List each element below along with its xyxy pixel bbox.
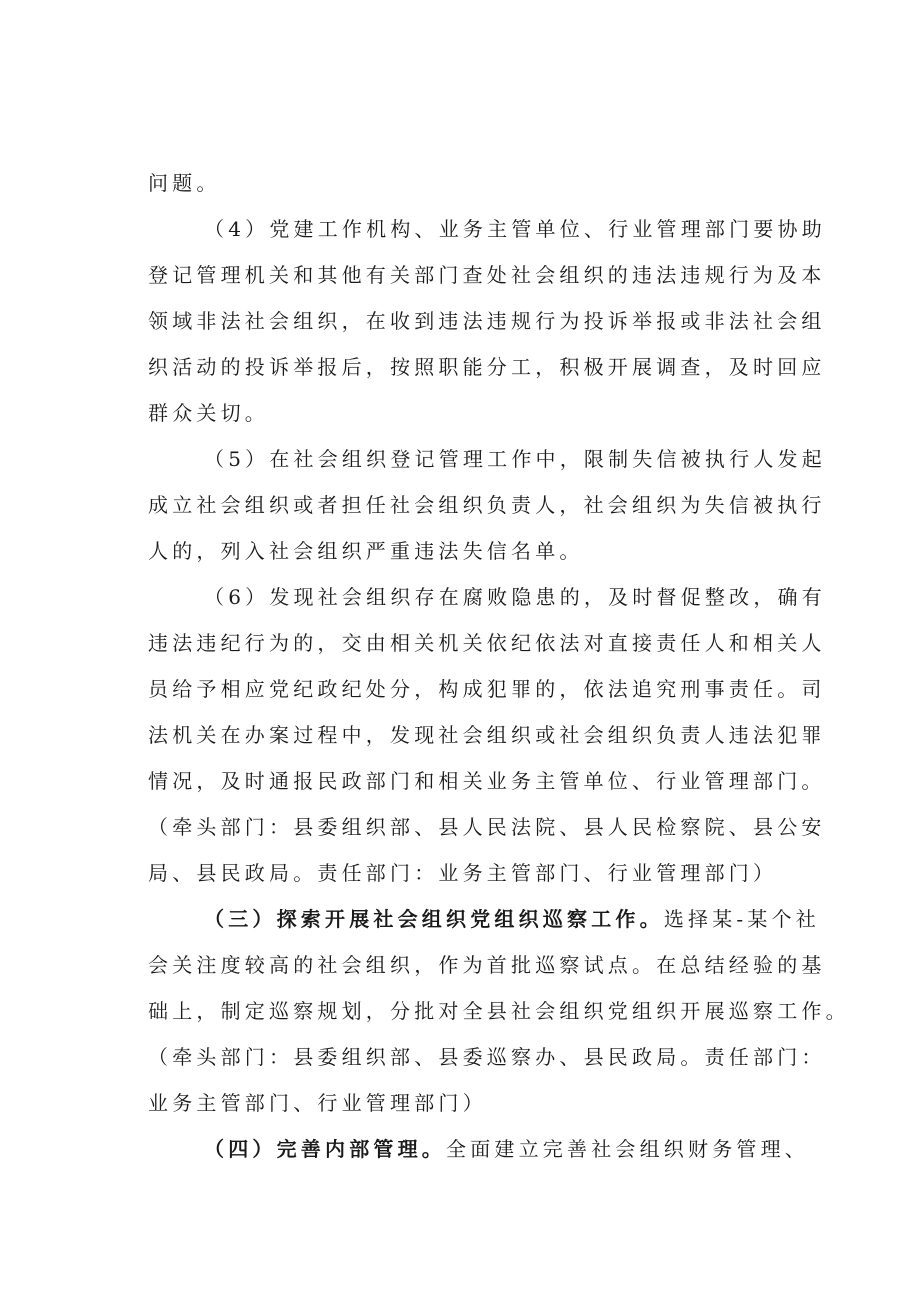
text-line: 员给予相应党纪政纪处分，构成犯罪的，依法追究刑事责任。司 [148,677,826,701]
text-line: （5）在社会组织登记管理工作中，限制失信被执行人发起 [204,447,826,471]
text-line: 问题。 [148,171,221,195]
section-heading-line [148,1126,808,1172]
text-line: （牵头部门：县委组织部、县人民法院、县人民检察院、县公安 [148,815,826,839]
text-line: 情况，及时通报民政部门和相关业务主管单位、行业管理部门。 [148,769,826,793]
text-line: 领域非法社会组织，在收到违法违规行为投诉举报或非法社会组 [148,309,826,333]
text-line: 违法违纪行为的，交由相关机关依纪依法对直接责任人和相关人 [148,631,826,655]
document-page [148,160,850,1172]
text-line: 登记管理机关和其他有关部门查处社会组织的违法违规行为及本 [148,263,826,287]
text-line: （6）发现社会组织存在腐败隐患的，及时督促整改，确有 [204,585,826,609]
text-line: 业务主管部门、行业管理部门） [148,1091,487,1115]
section-text: 选择某-某个社 [663,907,820,931]
text-line: 成立社会组织或者担任社会组织负责人，社会组织为失信被执行 [148,493,826,517]
text-line: 织活动的投诉举报后，按照职能分工，积极开展调查，及时回应 [148,355,826,379]
text-line: 础上，制定巡察规划，分批对全县社会组织党组织开展巡察工作。 [148,999,850,1023]
text-line: 人的，列入社会组织严重违法失信名单。 [148,539,584,563]
section-heading: （四）完善内部管理。 [204,1137,446,1161]
section-text: 全面建立完善社会组织财务管理、 [446,1137,809,1161]
section-heading-line [148,896,820,942]
text-line: 群众关切。 [148,401,269,425]
text-line: 局、县民政局。责任部门：业务主管部门、行业管理部门） [148,861,778,885]
text-line: 会关注度较高的社会组织，作为首批巡察试点。在总结经验的基 [148,953,826,977]
text-line: 法机关在办案过程中，发现社会组织或社会组织负责人违法犯罪 [148,723,826,747]
section-heading: （三）探索开展社会组织党组织巡察工作。 [204,907,664,931]
text-line: （4）党建工作机构、业务主管单位、行业管理部门要协助 [204,217,826,241]
text-line: （牵头部门：县委组织部、县委巡察办、县民政局。责任部门： [148,1045,826,1069]
